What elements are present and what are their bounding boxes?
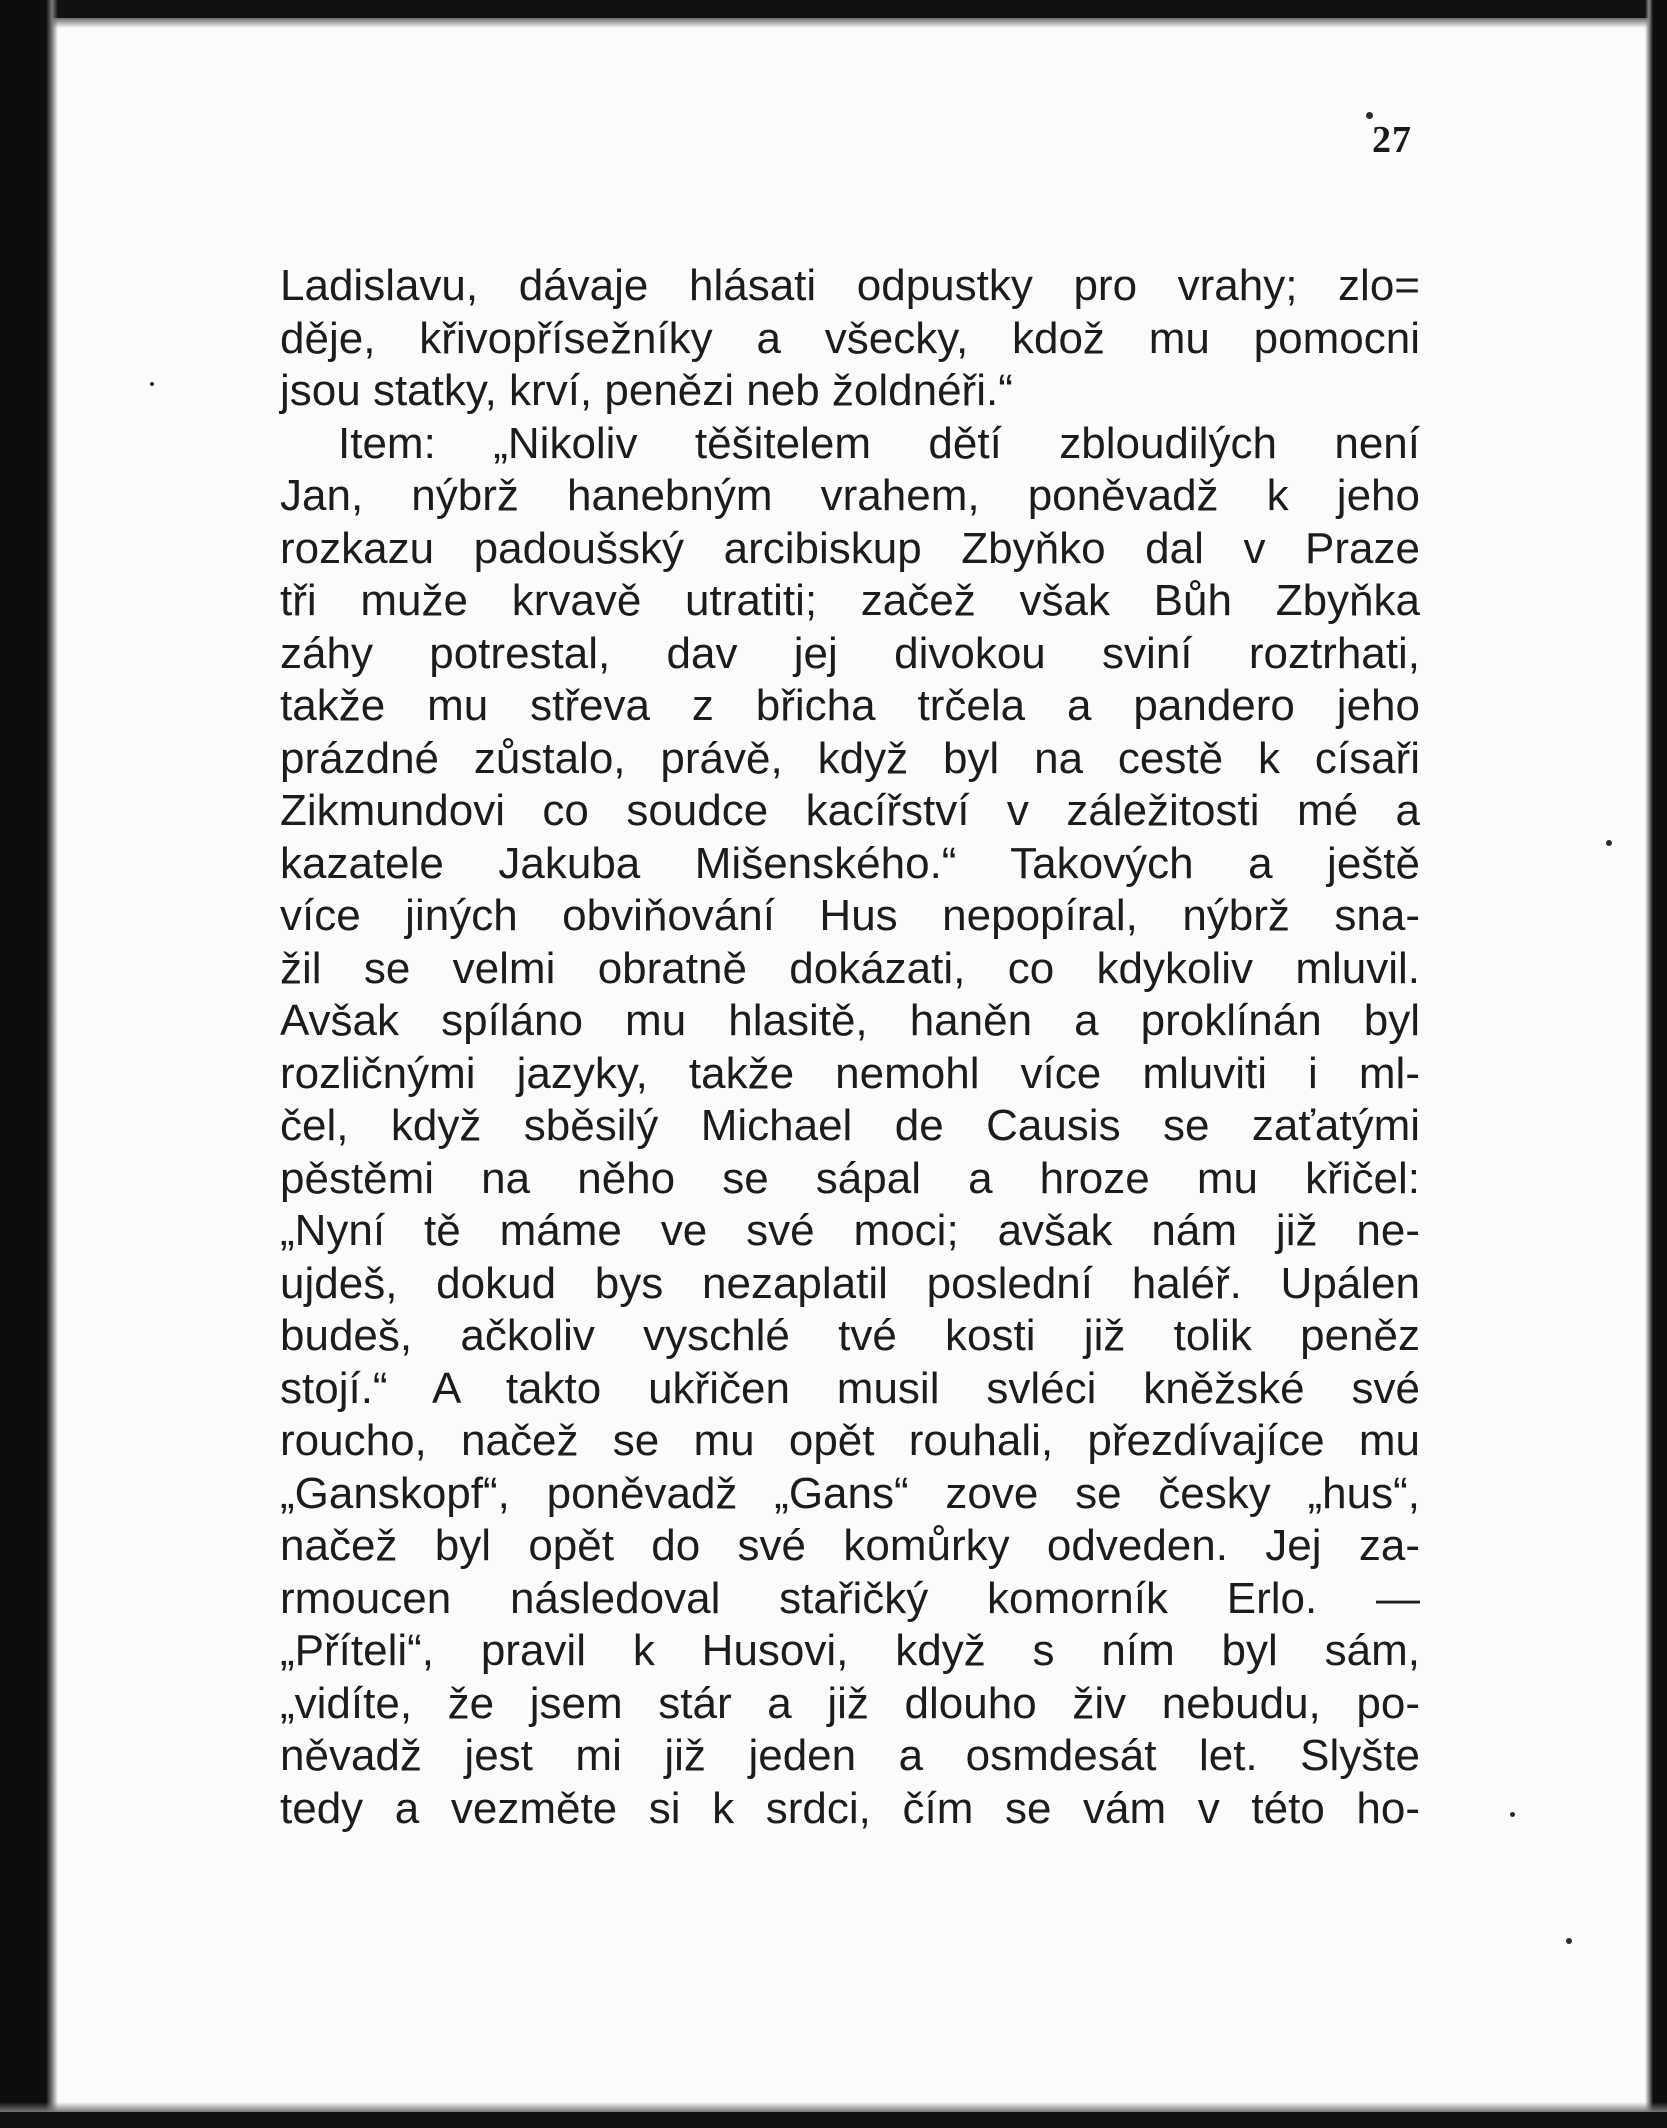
text-line: jsou statky, krví, penězi neb žoldnéři.“ <box>280 366 1013 415</box>
text-line: pěstěmi na něho se sápal a hroze mu křičel: <box>280 1153 1420 1203</box>
text-line: něvadž jest mi již jeden a osmdesát let. Slyšte <box>280 1731 1420 1780</box>
text-line: „vidíte, že jsem stár a již dlouho živ nebudu, po- <box>280 1678 1420 1728</box>
text-line: Ladislavu, dávaje hlásati odpustky pro vrahy; zlo= <box>280 261 1420 310</box>
text-line: Item: „Nikoliv těšitelem dětí zbloudilých není <box>338 418 1420 468</box>
text-line: záhy potrestal, dav jej divokou sviní roztrhati, <box>280 628 1420 678</box>
text-line: takže mu střeva z břicha trčela a pandero jeho <box>280 681 1420 730</box>
text-line: „Nyní tě máme ve své moci; avšak nám již ne- <box>280 1206 1420 1255</box>
text-line: děje, křivopřísežníky a všecky, kdož mu pomocni <box>280 313 1420 363</box>
scan-border-top <box>0 0 1667 18</box>
text-line: „Příteli“, pravil k Husovi, když s ním byl sám, <box>280 1626 1420 1675</box>
text-line: prázdné zůstalo, právě, když byl na cestě k císaři <box>280 733 1420 783</box>
text-line: rmoucen následoval stařičký komorník Erlo. — <box>280 1573 1420 1623</box>
text-line: čel, když sběsilý Michael de Causis se zaťatými <box>280 1101 1420 1150</box>
text-line: roucho, načež se mu opět rouhali, přezdívajíce mu <box>280 1416 1420 1465</box>
scan-border-right <box>1645 0 1667 2128</box>
text-line: žil se velmi obratně dokázati, co kdykoliv mluvil. <box>280 943 1420 993</box>
text-line: tedy a vezměte si k srdci, čím se vám v této ho- <box>280 1783 1420 1833</box>
scan-border-left <box>0 0 58 2128</box>
text-line: načež byl opět do své komůrky odveden. Jej za- <box>280 1521 1420 1570</box>
dust-speck <box>1606 840 1612 846</box>
page-number: 27 <box>1372 119 1412 161</box>
text-line: Zikmundovi co soudce kacířství v záležitosti mé a <box>280 786 1420 835</box>
text-line: více jiných obviňování Hus nepopíral, nýbrž sna- <box>280 891 1420 940</box>
dust-speck <box>1566 1938 1572 1944</box>
text-line: kazatele Jakuba Mišenského.“ Takových a ještě <box>280 838 1420 888</box>
scan-border-bottom <box>0 2112 1667 2128</box>
text-line: ujdeš, dokud bys nezaplatil poslední haléř. Upálen <box>280 1258 1420 1308</box>
body-text <box>280 260 1420 1835</box>
text-line: Avšak spíláno mu hlasitě, haněn a proklínán byl <box>280 996 1420 1045</box>
text-line: tři muže krvavě utratiti; začež však Bůh Zbyňka <box>280 576 1420 625</box>
text-line: stojí.“ A takto ukřičen musil svléci kněžské své <box>280 1363 1420 1413</box>
scan-shadow-top <box>0 18 1667 28</box>
text-line: Jan, nýbrž hanebným vrahem, poněvadž k jeho <box>280 471 1420 520</box>
dust-speck <box>150 382 154 386</box>
text-line: rozličnými jazyky, takže nemohl více mluviti i ml- <box>280 1048 1420 1098</box>
text-line: „Ganskopf“, poněvadž „Gans“ zove se česky „hus“, <box>280 1468 1420 1518</box>
text-line: budeš, ačkoliv vyschlé tvé kosti již tolik peněz <box>280 1311 1420 1360</box>
dust-speck <box>1510 1812 1515 1817</box>
text-line: rozkazu padoušský arcibiskup Zbyňko dal v Praze <box>280 523 1420 573</box>
scan-shadow-bottom <box>0 2102 1667 2112</box>
